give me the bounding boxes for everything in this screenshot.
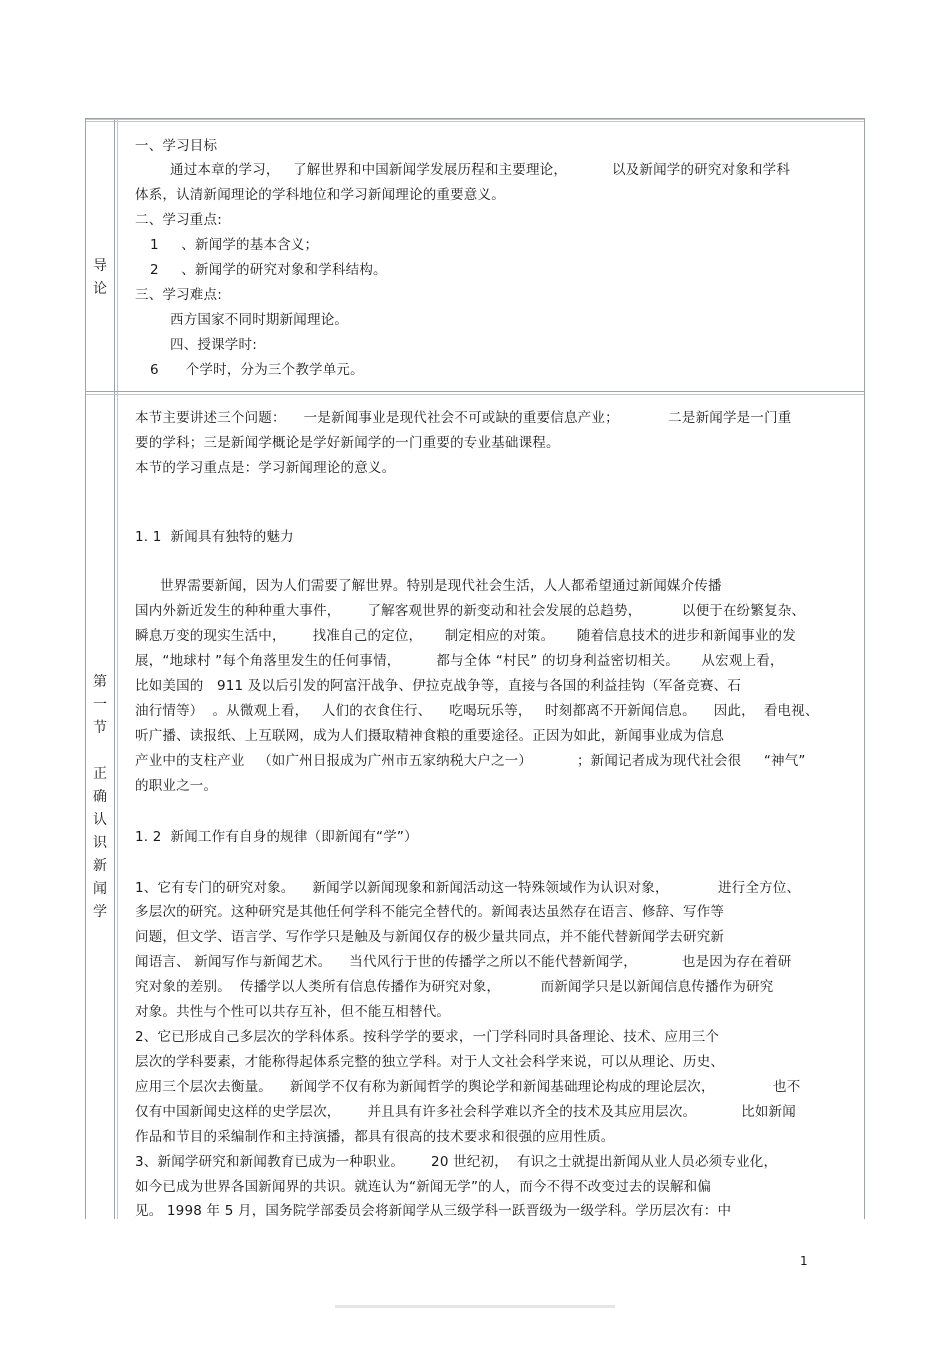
text-line: 见。 1998 年 5 月，国务院学部委员会将新闻学从三级学科一跃晋级为一级学科。学历层次有：中 [135,1203,732,1219]
text-line: 一、学习目标 [135,138,218,154]
text-line: 仅有中国新闻史这样的史学层次， 并且具有许多社会科学难以齐全的技术及其应用层次。 比如新闻 [135,1104,796,1120]
text-line: 多层次的研究。这种研究是其他任何学科不能完全替代的。新闻表达虽然存在语言、修辞、写作等 [135,904,725,920]
side-char: 闻 [93,881,107,897]
text-line: 的职业之一。 [135,778,218,794]
section-label-intro [86,255,114,301]
text-line: 听广播、读报纸、上互联网，成为人们摄取精神食粮的重要途径。正因为如此，新闻事业成为信息 [135,728,725,744]
side-char: 第 [93,674,107,690]
text-line: 展，“地球村 ”每个角落里发生的任何事情， 都与全体 “村民” 的切身利益密切相关。 从宏观上看， [135,653,784,669]
text-line: 1、它有专门的研究对象。 新闻学以新闻现象和新闻活动这一特殊领域作为认识对象， 进行全方位、 [135,880,801,896]
text-line: 应用三个层次去衡量。 新闻学不仅有称为新闻哲学的舆论学和新闻基础理论构成的理论层次， 也不 [135,1079,801,1095]
text-line: 三、学习难点: [135,287,222,303]
side-char: 确 [93,789,107,805]
text-line: 究对象的差别。 传播学以人类所有信息传播作为研究对象， 而新闻学只是以新闻信息传播作为研究 [135,979,774,995]
column-divider [114,119,115,1219]
text-line: 体系，认清新闻理论的学科地位和学习新闻理论的重要意义。 [135,187,505,203]
text-line: 闻语言、 新闻写作与新闻艺术。 当代风行于世的传播学之所以不能代替新闻学， 也是因为存在着研 [135,954,792,970]
side-char: 学 [93,904,107,920]
text-line: 作品和节目的采编制作和主持演播，都具有很高的技术要求和很强的应用性质。 [135,1129,615,1145]
text-line: 四、授课学时: [170,337,257,353]
side-char: 识 [93,835,107,851]
text-line: 通过本章的学习， 了解世界和中国新闻学发展历程和主要理论， 以及新闻学的研究对象和学科 [170,162,791,178]
section-label-part1 [86,671,114,924]
page-number: 1 [800,1254,808,1268]
side-char: 新 [93,858,107,874]
text-line: 西方国家不同时期新闻理论。 [170,312,349,328]
side-char: 节 [93,720,107,736]
side-char: 一 [93,697,107,713]
text-line: 2 、新闻学的研究对象和学科结构。 [150,262,387,278]
text-line: 世界需要新闻，因为人们需要了解世界。特别是现代社会生活，人人都希望通过新闻媒介传播 [160,578,722,594]
column-divider-inner [117,119,118,1219]
text-line: 如今已成为世界各国新闻界的共识。就连认为“新闻无学”的人，而今不得不改变过去的误解和偏 [135,1179,712,1195]
text-line: 6 个学时，分为三个教学单元。 [150,362,364,378]
row-divider-inner [86,394,864,395]
text-line: 要的学科；三是新闻学概论是学好新闻学的一门重要的专业基础课程。 [135,435,560,451]
subheading: 1. 2 新闻工作有自身的规律（即新闻有“学”） [135,829,418,845]
subheading: 1. 1 新闻具有独特的魅力 [135,529,294,545]
text-line: 比如美国的 911 及以后引发的阿富汗战争、伊拉克战争等，直接与各国的利益挂钩（军备竞赛、石 [135,678,742,694]
text-line: 国内外新近发生的种种重大事件， 了解客观世界的新变动和社会发展的总趋势， 以便于在纷繁复杂、 [135,603,806,619]
row-divider [86,391,864,392]
side-char: 认 [93,812,107,828]
text-line: 3、新闻学研究和新闻教育已成为一种职业。 20 世纪初， 有识之士就提出新闻从业人员必须专业化， [135,1154,778,1170]
text-line: 层次的学科要素，才能称得起体系完整的独立学科。对于人文社会科学来说，可以从理论、历史、 [135,1054,725,1070]
text-line: 2、它已形成自己多层次的学科体系。按科学学的要求，一门学科同时具备理论、技术、应用三个 [135,1029,720,1045]
text-line: 油行情等） 。从微观上看， 人们的衣食住行、 吃喝玩乐等， 时刻都离不开新闻信息。 因此， 看电视、 [135,703,819,719]
text-line: 本节主要讲述三个问题： 一是新闻事业是现代社会不可或缺的重要信息产业； 二是新闻学是一门重 [135,410,792,426]
side-char: 正 [93,766,107,782]
text-line: 二、学习重点: [135,212,222,228]
text-line: 1 、新闻学的基本含义； [150,237,319,253]
text-line: 产业中的支柱产业 （如广州日报成为广州市五家纳税大户之一） ；新闻记者成为现代社会很 “神气” [135,753,806,769]
text-line: 本节的学习重点是：学习新闻理论的意义。 [135,460,396,476]
side-gap [86,740,114,763]
text-line: 对象。共性与个性可以共存互补，但不能互相替代。 [135,1004,451,1020]
text-line: 瞬息万变的现实生活中， 找准自己的定位， 制定相应的对策。 随着信息技术的进步和新闻事业的发 [135,628,796,644]
side-char: 导 [93,258,107,274]
text-line: 问题，但文学、语言学、写作学只是触及与新闻仅存的极少量共同点，并不能代替新闻学去研究新 [135,929,725,945]
side-char: 论 [93,281,107,297]
scan-artifact [335,1305,615,1308]
